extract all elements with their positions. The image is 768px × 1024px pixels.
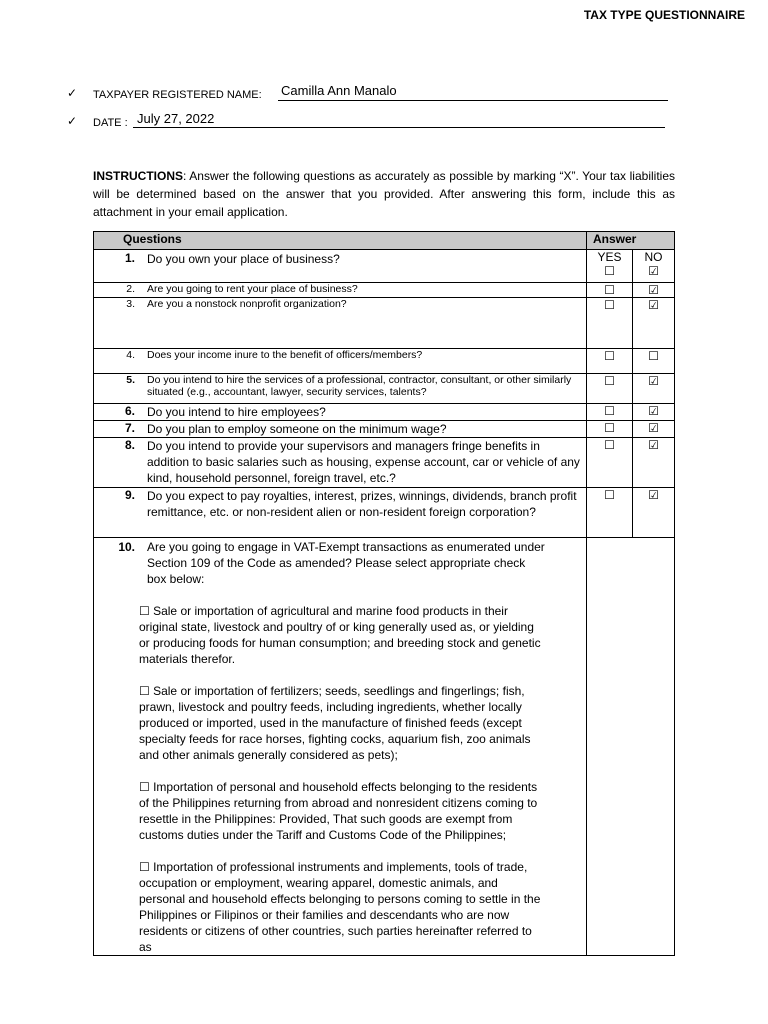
question-number: 1. bbox=[124, 251, 135, 265]
no-checkbox-checked[interactable]: ☑ bbox=[648, 264, 659, 278]
question-text: Do you intend to hire employees? bbox=[147, 405, 326, 419]
taxpayer-name-value[interactable]: Camilla Ann Manalo bbox=[281, 83, 397, 98]
question-number: 6. bbox=[124, 404, 135, 418]
question-number: 2. bbox=[126, 283, 135, 295]
instructions bbox=[93, 167, 675, 221]
yes-checkbox[interactable]: ☐ bbox=[604, 374, 615, 388]
document-title: TAX TYPE QUESTIONNAIRE bbox=[583, 8, 745, 22]
question-text: Are you going to engage in VAT-Exempt transactions as enumerated under Section 109 of the Code as amended? Please select appropriate check box below: bbox=[147, 540, 545, 586]
no-checkbox-checked[interactable]: ☑ bbox=[648, 438, 659, 452]
question-text: Are you going to rent your place of business? bbox=[147, 283, 358, 295]
questions-table bbox=[93, 231, 675, 956]
no-checkbox-checked[interactable]: ☑ bbox=[648, 283, 659, 297]
yes-checkbox[interactable]: ☐ bbox=[604, 421, 615, 435]
checkmark-icon: ✓ bbox=[67, 86, 78, 100]
table-row bbox=[94, 349, 675, 374]
questions-header: Questions bbox=[94, 232, 587, 250]
checkmark-icon: ✓ bbox=[67, 114, 78, 128]
question-text: Do you own your place of business? bbox=[147, 252, 340, 266]
table-row bbox=[94, 488, 675, 538]
question-text: Does your income inure to the benefit of officers/members? bbox=[147, 349, 423, 361]
question-number: 8. bbox=[124, 438, 135, 452]
question-number: 4. bbox=[126, 349, 135, 361]
answer-cell-empty bbox=[587, 538, 675, 956]
question-text: Do you intend to provide your supervisors and managers fringe benefits in addition to basic salaries such as housing, expense account, car or vehicle of any kind, household personnel, foreign travel, etc.? bbox=[147, 439, 580, 485]
vat-exempt-option[interactable]: ☐ Sale or importation of fertilizers; seeds, seedlings and fingerlings; fish, prawn, livestock and poultry feeds, including ingredients, whether locally produced or imported, used in the manufacture of finished feeds (except specialty feeds for race horses, fighting cocks, aquarium fish, zoo animals and other animals generally considered as pets); bbox=[139, 684, 531, 762]
no-label: NO bbox=[644, 250, 663, 264]
table-header bbox=[94, 232, 675, 250]
question-text: Do you intend to hire the services of a professional, contractor, consultant, or other similarly situated (e.g., accountant, lawyer, security services, talents? bbox=[147, 374, 572, 398]
no-checkbox-checked[interactable]: ☑ bbox=[648, 298, 659, 312]
no-checkbox-checked[interactable]: ☑ bbox=[648, 374, 659, 388]
date-label: DATE : bbox=[93, 117, 128, 129]
table-row bbox=[94, 404, 675, 421]
yes-checkbox[interactable]: ☐ bbox=[604, 438, 615, 452]
question-text: Are you a nonstock nonprofit organization? bbox=[147, 298, 347, 310]
no-checkbox[interactable]: ☐ bbox=[648, 349, 659, 363]
question-text: Do you plan to employ someone on the minimum wage? bbox=[147, 422, 447, 436]
question-number: 10. bbox=[118, 540, 135, 554]
yes-checkbox[interactable]: ☐ bbox=[604, 349, 615, 363]
no-checkbox-checked[interactable]: ☑ bbox=[648, 421, 659, 435]
table-row bbox=[94, 421, 675, 438]
question-number: 9. bbox=[124, 488, 135, 502]
no-checkbox-checked[interactable]: ☑ bbox=[648, 404, 659, 418]
no-checkbox-checked[interactable]: ☑ bbox=[648, 488, 659, 502]
yes-checkbox[interactable]: ☐ bbox=[604, 283, 615, 297]
date-line bbox=[133, 127, 665, 128]
yes-checkbox[interactable]: ☐ bbox=[604, 488, 615, 502]
table-row bbox=[94, 374, 675, 404]
yes-checkbox[interactable]: ☐ bbox=[604, 404, 615, 418]
table-row bbox=[94, 298, 675, 349]
instructions-body: : Answer the following questions as accurately as possible by marking “X”. Your tax liabilities will be determined based on the answer that you provided. After answering this form, include this as attachment in your email application. bbox=[93, 169, 675, 219]
question-number: 3. bbox=[126, 298, 135, 310]
vat-exempt-option[interactable]: ☐ Importation of professional instruments and implements, tools of trade, occupation or employment, wearing apparel, domestic animals, and personal and household effects belonging to persons coming to settle in the Philippines or Filipinos or their families and descendants who are now residents or citizens of other countries, such parties hereinafter referred to as bbox=[139, 860, 541, 954]
yes-checkbox[interactable]: ☐ bbox=[604, 298, 615, 312]
date-value[interactable]: July 27, 2022 bbox=[137, 111, 215, 126]
question-number: 5. bbox=[126, 374, 135, 386]
table-row bbox=[94, 283, 675, 298]
table-row bbox=[94, 250, 675, 283]
vat-exempt-option[interactable]: ☐ Sale or importation of agricultural and marine food products in their original state, livestock and poultry of or king generally used as, or yielding or producing foods for human consumption; and breeding stock and genetic materials therefor. bbox=[139, 604, 541, 666]
yes-label: YES bbox=[597, 250, 622, 264]
table-row bbox=[94, 438, 675, 488]
question-number: 7. bbox=[124, 421, 135, 435]
yes-checkbox[interactable]: ☐ bbox=[604, 264, 615, 278]
instructions-lead: INSTRUCTIONS bbox=[93, 169, 183, 183]
answer-header: Answer bbox=[587, 232, 675, 250]
table-row bbox=[94, 538, 675, 956]
taxpayer-name-label: TAXPAYER REGISTERED NAME: bbox=[93, 89, 262, 101]
question-text: Do you expect to pay royalties, interest, prizes, winnings, dividends, branch profit remittance, etc. or non-resident alien or non-resident foreign corporation? bbox=[147, 489, 577, 519]
vat-exempt-option[interactable]: ☐ Importation of personal and household effects belonging to the residents of the Philippines returning from abroad and nonresident citizens coming to resettle in the Philippines: Provided, That such goods are exempt from customs duties under the Tariff and Customs Code of the Philippines; bbox=[139, 780, 538, 842]
taxpayer-name-line bbox=[278, 100, 668, 101]
